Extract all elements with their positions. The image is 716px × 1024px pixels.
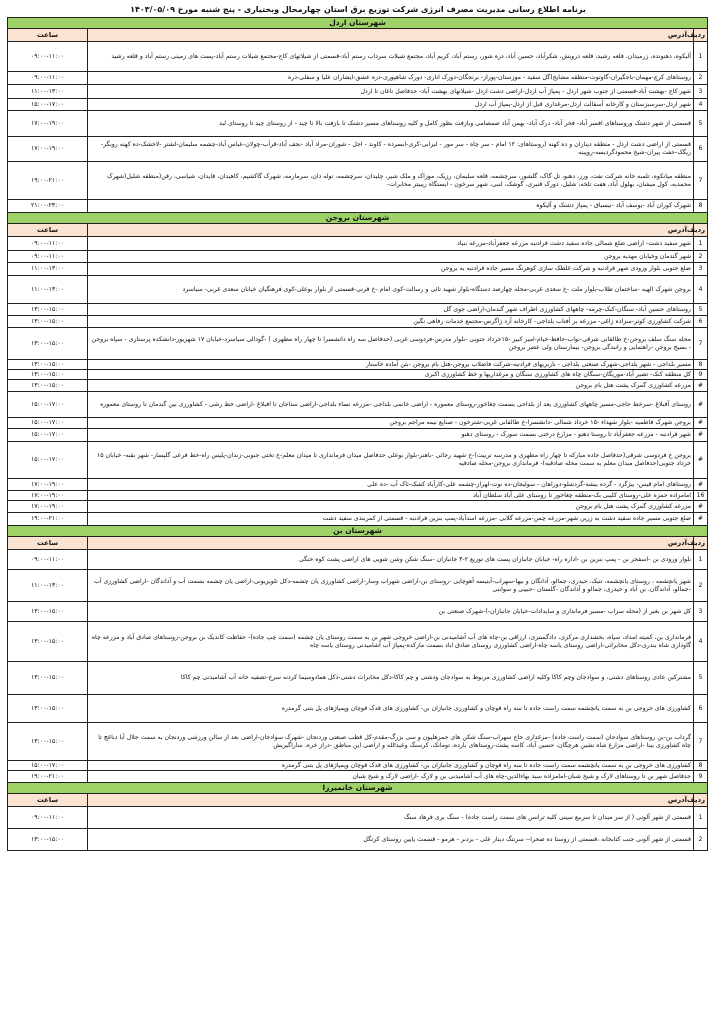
section-title: شهرستان بن [7,526,707,537]
row-number: 1 [694,807,708,829]
row-time: ۱۳:۰۰-۱۵:۰۰ [7,370,87,380]
row-time: ۱۳:۰۰-۱۵:۰۰ [7,316,87,328]
table-row [7,316,707,328]
table-row [7,42,707,72]
row-time: ۰۹:۰۰-۱۱:۰۰ [7,550,87,570]
header-address: آدرس [88,794,694,807]
row-number: 7 [694,162,708,200]
row-time: ۱۳:۰۰-۱۵:۰۰ [7,304,87,316]
header-time: ساعت [7,224,87,237]
row-time: ۰۹:۰۰-۱۱:۰۰ [7,42,87,72]
row-time: ۱۵:۰۰-۱۷:۰۰ [7,99,87,111]
row-number: 4 [694,622,708,662]
row-time: ۱۷:۰۰-۱۹:۰۰ [7,491,87,501]
row-time: ۱۵:۰۰-۱۷:۰۰ [7,418,87,429]
section-title-row [7,526,707,537]
section-title: شهرستان بروجن [7,213,707,224]
table-row [7,418,707,429]
header-time: ساعت [7,29,87,42]
row-address: فرمانداری بن، کمیته امداد، سپاه، بخشداری مرکزی، دادگستری، ارزاقی بن-چاه های آب آشامیدنی بن-اراضی خروجی شهر بن به سمت روستای یان چشمه (سمت چپ جاده)- حفاظت کاندیک بن بروجن-روستاهای صادق آباد و مزرعه چاه گاوداری شاه بندری-دکل مخابراتی-اراضی روستای یاسه چاه-اراضی کشاورزی روستای صادق اباد بسمت مارکده-پمپاژ آب آشامیدنی روستای یاسه چاه [88,622,694,662]
row-number: # [694,380,708,392]
row-number: 6 [694,137,708,162]
table-header-row [7,224,707,237]
table-row [7,491,707,501]
row-address: قسمتی از شهر آلونی جنب کتابخانه ،قسمتی از روستا ده صحرا-- سرتنگ دینار علی - بردبر - هرمو - قسمت پایین روستای کرتگل [88,829,694,851]
table-row [7,380,707,392]
row-address: آلیکوه، دهنونده، زرمیدان، قلعه رشید، قلعه درویش، شکرآباد، حسین آباد، دره شور، رستم آباد، کریم آباد، مجتمع شیلات سرداب رستم آباد-قسمتی از شیلاتهای کاج-مجتمع شیلات رستم آباد-پست های زمینی رستم آباد و قلعه رشید [88,42,694,72]
header-address: آدرس [88,537,694,550]
row-number: 2 [694,72,708,85]
row-address: ضلع جنوبی بلوار ورودی شهر فرادنبه و شرکت غلطک سازی کوهرنگ مسیر جاده فرادنبه به بروجن [88,263,694,276]
table-row [7,622,707,662]
row-number: 9 [694,771,708,783]
row-address: قسمتی از اراضی دشت اردل - منطقه دیناران و ده کهنه (روستاهای: ۱۲ امام - سر چاه - سر مور - لبرابی-کری-ابسرده - کاوند - اجل - شوران-مراد آباد -نجف آباد-قرآب-چولان-عباس آباد-چشمه سلیمان-لشتر -لاخشک-ده کهنه روبگر-ریگک-حفت پیران-شیخ محمودگردیسه-روپینه [88,137,694,162]
row-address: شهر گندمان وخیابان مهدیه بروجن [88,251,694,263]
row-number: 6 [694,316,708,328]
table-row [7,761,707,771]
row-address: شرکت کشاورزی کوثر-سزاده زاغی- مزرعه بر آفتاب بلداجی- کارخانه آرد زاگرس-مجتمع خدمات رفاهی نگین [88,316,694,328]
row-number: # [694,392,708,418]
row-time: ۱۹:۰۰-۲۱:۰۰ [7,771,87,783]
header-time: ساعت [7,537,87,550]
row-address: مزرعه کشاورزی گمرک پشت هتل بام بروجن [88,501,694,513]
row-number: # [694,418,708,429]
header-row-number: ردیف [694,794,708,807]
row-address: قسمتی از شهر دشتک وروستاهای افسر آباد- فخر آباد- درک آباد- بهمن آباد صمصامی وبازفت بطور کامل و کلیه روستاهای مسیر دشتک تا بازفت بالا تا چید - از روستای چید تا روستای لبد [88,111,694,137]
row-address: کل شهر بن بغیر از (محله سراب -مسیر فرمانداری و سایدادات-خیابان جانبازان-)-شهرک صنعتی بن [88,602,694,622]
table-row [7,85,707,99]
row-address: روستاهای کرچ-مهمان-باجگیران-گاوتوت-منطقه مشایخ(گل سفید - موزستان-پوراز- برنجگان-دورک اناری- دورک شاهپوری-دره عشق-ایشاران علیا و سفلی-دره [88,72,694,85]
table-row [7,392,707,418]
table-row [7,570,707,602]
row-number: # [694,442,708,479]
table-row [7,662,707,695]
table-row [7,807,707,829]
table-row [7,723,707,761]
row-number: 16 [694,491,708,501]
table-header-row [7,794,707,807]
row-time: ۱۵:۰۰-۱۷:۰۰ [7,392,87,418]
row-number: 5 [694,304,708,316]
row-time: ۱۵:۰۰-۱۷:۰۰ [7,442,87,479]
table-row [7,99,707,111]
table-header-row [7,29,707,42]
row-time: ۱۷:۰۰-۱۹:۰۰ [7,479,87,491]
header-address: آدرس [88,224,694,237]
row-time: ۱۱:۰۰-۱۳:۰۰ [7,85,87,99]
table-row [7,304,707,316]
row-number: 1 [694,42,708,72]
row-address: مزرعه کشاورزی گمرک پشت هتل بام بروجن [88,380,694,392]
section-title-row [7,783,707,794]
row-time: ۱۳:۰۰-۱۵:۰۰ [7,328,87,360]
row-time: ۰۹:۰۰-۱۱:۰۰ [7,72,87,85]
table-row [7,237,707,251]
table-row [7,276,707,304]
row-time: ۱۳:۰۰-۱۵:۰۰ [7,602,87,622]
row-number: # [694,429,708,442]
row-number: 2 [694,251,708,263]
row-number: 1 [694,237,708,251]
row-address: شهر سفید دشت- اراضی ضلع شمالی جاده سفید دشت فرادنبه مزرعه جعفرآباد-مزرعه بنیاد [88,237,694,251]
row-number: 3 [694,85,708,99]
row-number: # [694,479,708,491]
row-address: مسیر بلداجی - شهر بلداجی-شهرک صنعتی بلداجی - باربریهای فرادنبه-شرکت فاضلاب بروجن-هتل بام بروجن -بتن آماده خاستار [88,360,694,370]
row-time: ۱۱:۰۰-۱۳:۰۰ [7,276,87,304]
page-title: برنامه اطلاع رسانی مدیریت مصرف انرژی شرکت توزیع برق استان چهارمحال وبختیاری - پنج شنبه مورخ ۱۴۰۳/۰۵/۰۹ [130,5,586,14]
table-row [7,479,707,491]
table-row [7,328,707,360]
table-row [7,695,707,723]
row-time: ۱۱:۰۰-۱۳:۰۰ [7,570,87,602]
row-time: ۱۷:۰۰-۱۹:۰۰ [7,501,87,513]
table-header-row [7,537,707,550]
table-row [7,442,707,479]
row-address: ضلع جنوبی مسیر جاده سفید دشت به زرین شهر-مزرعه چمن-مزرعه گلابی -مزرعه اسدآباد-پمپ بنزین فرادنبه - قسمتی از کمربندی سفید دشت [88,513,694,526]
table-row [7,370,707,380]
row-number: 5 [694,111,708,137]
section-title-row [7,213,707,224]
row-number: 9 [694,370,708,380]
row-time: ۱۳:۰۰-۱۵:۰۰ [7,360,87,370]
row-number: # [694,501,708,513]
header-row-number: ردیف [694,224,708,237]
row-time: ۰۹:۰۰-۱۱:۰۰ [7,251,87,263]
row-time: ۱۳:۰۰-۱۵:۰۰ [7,662,87,695]
document [8,0,708,851]
table-row [7,251,707,263]
row-address: کل منطقه کنک- تصیر آباد-موریگان-سنگان چاه های کشاورزی سنگان و مرغداریها و خط کشاورزی اکبری [88,370,694,380]
row-time: ۱۷:۰۰-۱۹:۰۰ [7,137,87,162]
row-time: ۱۷:۰۰-۱۹:۰۰ [7,111,87,137]
row-address: شهرک کوران آباد -یوسف آباد -نیسیاق - پمپاژ دشتک و آلیکوه [88,200,694,213]
section-title: شهرستان اردل [7,18,707,29]
row-address: مشترکین عادی روستاهای دشتی، و سوادجان وچم کاکا وکلیه اراضی کشاورزی مربوط به سوادجان ودشتی و چم کاکا-دکل مخابرات دشتی-دکل همادوسیما کردنه سرخ-تصفیه خانه آب آشامیدنی چم کاکا [88,662,694,695]
row-time: ۱۵:۰۰-۱۷:۰۰ [7,761,87,771]
row-number: 5 [694,662,708,695]
row-address: حدفاصل شهر بن تا روستاهای لارک و شیخ شبان-امامزاده سید بهاءالدین-چاه های آب آشامیدنی بن و لارک -اراضی لارک و شیخ شبان [88,771,694,783]
row-number: # [694,513,708,526]
row-address: شهر کاج -بهشت آباد-قسمتی از جنوب شهر اردل - پمپاژ آب اردل-اراضی دشت اردل -شیلاتهای بهشت آباد- حدفاصل ناغان تا اردل [88,85,694,99]
row-time: ۱۹:۰۰-۲۱:۰۰ [7,513,87,526]
row-time: ۲۱:۰۰-۲۳:۰۰ [7,200,87,213]
header-row-number: ردیف [694,537,708,550]
row-number: 8 [694,200,708,213]
row-address: قسمتی از شهر آلونی ( از سر میدان تا سربیع سینی کلیه ترانس های سمت راست جاده) - سنگ بری فرهاد سنگ [88,807,694,829]
row-number: 2 [694,570,708,602]
row-number: 2 [694,829,708,851]
schedule-table [7,17,708,851]
row-time: ۱۳:۰۰-۱۵:۰۰ [7,380,87,392]
row-time: ۰۹:۰۰-۱۱:۰۰ [7,237,87,251]
row-address: بروجن خ فردوسی شرقی(حدفاصل جاده مبارکه تا چهار راه مطهری و مدرسه تربیت)-خ شهید رجائی -باهنر-بلوار بوعلی حدفاصل میدان فرمانداری تا میدان معلم-خ تختی جنوبی-زندان-پلیس راه-خط فرعی گلپسار- شهر نقنه- خیابان ۱۵ خرداد جنوبی(حدفاصل میدان معلم به سمت محله صادقیه)- فرمانداری بروجن-محله صادقیه [88,442,694,479]
row-time: ۱۵:۰۰-۱۷:۰۰ [7,429,87,442]
row-time: ۰۹:۰۰-۱۱:۰۰ [7,807,87,829]
row-address: کشاورزی های خروجی بن به سمت یانچشمه سمت راست جاده تا سه راه قوچان و کشاورزی جانبازان بن- کشاورزی های قدک قوچان وپمپاژهای پل بتنی گرمدره [88,695,694,723]
row-number: 3 [694,263,708,276]
table-row [7,429,707,442]
section-title: شهرستان خانمیرزا [7,783,707,794]
row-address: شهر اردل-سرسبزستان و کارخانه آسفالت اردل-مرغداری قبل از اردل-پمپاژ آب اردل [88,99,694,111]
row-number: 6 [694,695,708,723]
row-number: 4 [694,99,708,111]
table-row [7,501,707,513]
row-time: ۱۱:۰۰-۱۳:۰۰ [7,263,87,276]
header-address: آدرس [88,29,694,42]
table-row [7,602,707,622]
row-address: بلوار ورودی بن -اسفجر بن - پمپ بنزین بن -اداره راه- خیابان جانبازان پست های توزیع ۲-۳ جانبازان -سنگ شکن وشن شویی های اراضی پشت کوه حنگی [88,550,694,570]
table-row [7,200,707,213]
row-number: 8 [694,360,708,370]
row-address: شهر یانچشمه ، روستای یانچشمه، تنیک، حیدری، جمالو، آدانگان و بیها-سهراب-آبنیسه آهوچایی -روستای بن-اراضی شهراب وسار-اراضی کشاورزی یان چشمه-دکل تلویزیونی-اراضی یان چشمه بسمت آب و آداندگان -اراضی کشاورزی آب -جمالو، آداندگان، بن آباد و حیدری، جمالو و آداندگان -گلستان -حبیبی و سوابنی [88,570,694,602]
row-address: بروجن شهرک الهیه -ساختمان طلاب-بلوار ملت -خ سعدی غربی-محله چهارصد دستگاه-بلوار شهید نائی و رسالت-کوی امام -خ قرنی-قسمتی از بلوار بوعلی-کوی فرهنگیان خیابان سعدی غربی- سیاسرد [88,276,694,304]
table-row [7,513,707,526]
row-address: شهر فرادنبه - مزرعه جعفرآباد تا روستا دهنو - مزارع درختی بسمت سورک - روستای دهنو [88,429,694,442]
table-row [7,360,707,370]
row-time: ۱۳:۰۰-۱۵:۰۰ [7,723,87,761]
table-row [7,137,707,162]
row-address: منطقه میانکوه، تلمبه خانه شرکت نفت، ورز، دهنو، تل گاک، گلشور، سرچشمه، قلعه سلیمان، رزیک، موزاک و ملک شیر، چلیدان، سرچشمه، توله دان، سرمارمه، شهرک گاکشیم، کاهیدان، قایدان، شیاسی، رقن(منطقه شلیل(شهرک محمدیه، کول میشان، بهلول آباد، هفت تلخه، شلیل، دورک قنبری، گوشک، لنبی، شهر سرخون - ایستگاه ریبیتر مخابرات- [88,162,694,200]
table-row [7,771,707,783]
table-row [7,829,707,851]
row-address: کشاورزی های خروجی بن به سمت یانچشمه سمت راست جاده تا سه راه قوچان و کشاورزی جانبازان بن- کشاورزی های قدک قوچان وپمپاژهای پل بتنی گرمدره [88,761,694,771]
row-number: 8 [694,761,708,771]
table-row [7,162,707,200]
row-time: ۱۹:۰۰-۲۱:۰۰ [7,162,87,200]
row-time: ۱۳:۰۰-۱۵:۰۰ [7,829,87,851]
table-row [7,550,707,570]
row-address: امامزاده حمزه علی-روستای کلیبی بک-منطقه چغاخور تا روستای علی آباد سلطان آباد [88,491,694,501]
row-number: 7 [694,723,708,761]
row-time: ۱۳:۰۰-۱۵:۰۰ [7,622,87,662]
row-address: روستای آقبلاغ -سرخط حاجی-مسیر چاههای کشاورزی بعد از بلداجی بسمت چغاخور-روستای معموره - اراضی خانمی بلداجی -مزرعه نساء بلداجی-اراضی ستاجان تا اقبلاغ -اراضی خط رشی - کشاورزی بین گندمان تا روستای معموره [88,392,694,418]
row-number: 4 [694,276,708,304]
row-address: بروجن شهرک فاطمیه -بلوار شهداء -۱۵ خرداد شمالی -دانشسرا-خ طالقانی غربی-شترخون - صنایع نیمه مراجم بروجن [88,418,694,429]
section-title-row [7,18,707,29]
row-time: ۱۳:۰۰-۱۵:۰۰ [7,695,87,723]
header-time: ساعت [7,794,87,807]
row-address: گرداب بن-بن روستاهای سوادجان (سمت راست جاده) -مرغداری حاج سهراب-سنگ شکن های حمزهلیون و سی بزرگ-مقدم-کل قطب صنعتی وردنجان -شهرک سوادجان-اراضی بعد از سالن ورزشی وردنجان به سمت جلال آبا دناغچ تا چاه کشاورزی بینا -اراضی مزارع شاه نشین هرچگان، حسین آباد، کاسه پشت-روستاهای بارده، تومانک، کرسنگ وعیدالله و اراضی این مناطق -دراز خره، ساراگیریش [88,723,694,761]
table-row [7,72,707,85]
row-address: روستاهای امام قیس- بیژگرد - گرده بیشه-گردشلو-دوراهان - سولیجان-ده نوت-لهراز-چشمه علی-کارآباد کشک-تاک آب -ده علی [88,479,694,491]
row-number: 1 [694,550,708,570]
row-number: 3 [694,602,708,622]
header-row-number: ردیف [694,29,708,42]
row-number: 7 [694,328,708,360]
table-row [7,263,707,276]
table-row [7,111,707,137]
row-address: روستاهای حسین آباد- سنگان-کنک-چرمه- چاههای کشاورزی اطراف شهر گندمان-اراضی جوی گل [88,304,694,316]
row-address: محله سنگ سلف بروجن-خ طالقانی شرقی-نواب-حافظ-خیام-امیر کبیر -۱۵خرداد جنوبی -بلوار مدرس-فردوسی غربی (حدفاصل سه راه دانشسرا تا چهار راه مطهری ) -گودالی سیاسرد-خیابان ۱۷ شهریور-دانشکده پرستاری - سپاه بروجن - بسیج بروجن -راهنمایی و رانندگی بروجن- بیمارستان ولی عصر بروجن [88,328,694,360]
